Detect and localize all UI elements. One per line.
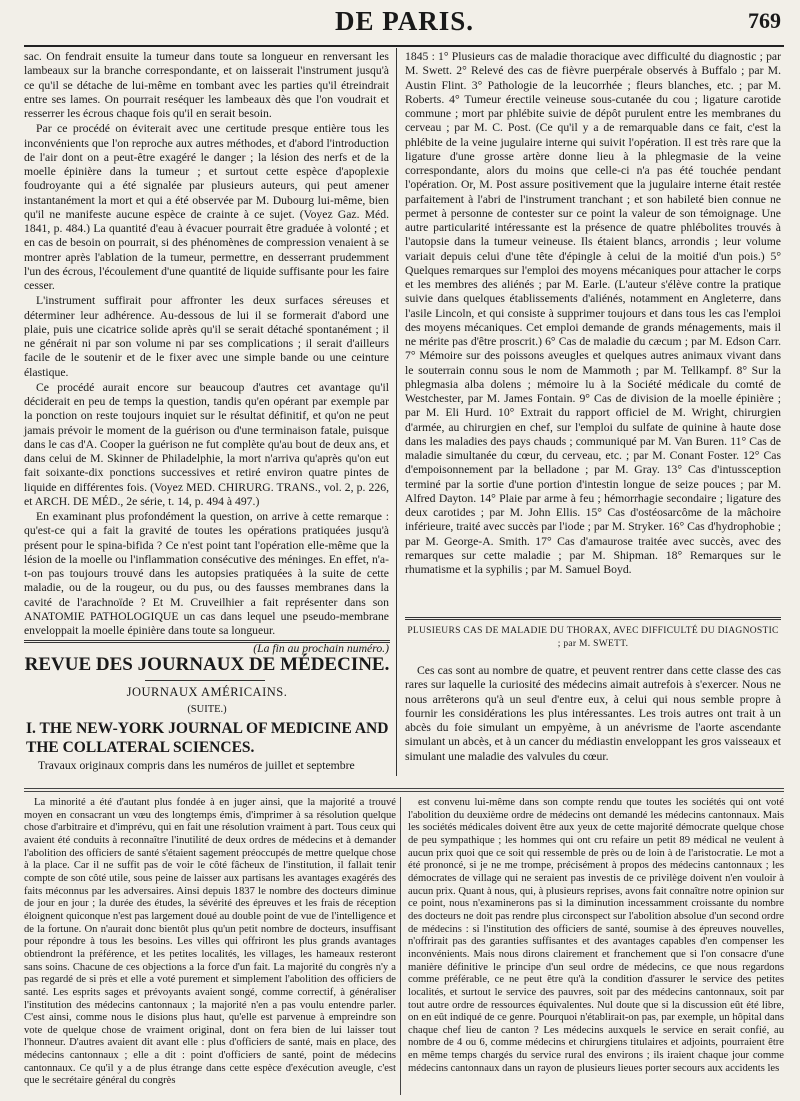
paragraph: 1845 : 1° Plusieurs cas de maladie thoracique avec difficulté du diagnostic ; par M. Swett. 2° Relevé des cas de fièvre puerpérale observés à Buffalo ; par M. Austin Flint. 3° Pathologie de la leucorrhée ; fleurs blanches, etc. ; par M. Roberts. 4° Tumeur érectile veineuse sous-cutanée du cou ; ligature carotide commune ; mort par phlébite suivie de dépôt purulent entre les membranes du cerveau ; par M. C. Post. (Ce qu'il y a de remarquable dans ce fait, c'est la phlébite de la veine jugulaire interne qui suivit l'opération. Il est très rare que la ligature d'une grosse artère donne lieu à la phlegmasie de la veine correspondante, alors du moins que celle-ci n'a pas été touchée pendant l'opération. Or, M. Post assure positivement que la jugulaire interne était restée parfaitement à l'abri de l'instrument tranchant ; et son habileté bien connue ne permet à personne de contester sur ce point la valeur de son témoignage. Une autre particularité intéressante est la présence de quatre phlébolites trouvés à l'autopsie dans la tumeur veineuse. Ils étaient blancs, arrondis ; leur volume variait depuis celui d'une tête d'épingle à celui de la moitié d'un pois.) 5° Quelques remarques sur l'emploi des moyens mécaniques pour attacher le corps et les membres des aliénés ; par M. Earle. (L'auteur s'élève contre la pratique suivie dans quelques établissements d'aliénés, notamment en Angleterre, dans l'asile Lincoln, et qui consiste à supprimer toujours et dans tous les cas l'emploi des moyens mécaniques. Cet emploi demande de grands ménagements, mais il ne mérite pas d'être proscrit.) 6° Cas de maladie du cæcum ; par M. Edson Carr. 7° Mémoire sur des poissons aveugles et quelques autres animaux vivant dans le souterrain connu sous le nom de Mammoth ; par M. Tellkampf. 8° Sur la phlegmasia alba dolens ; mémoire lu à la Société médicale du comté de Westchester, par M. James Fontain. 9° Cas de division de la moelle épinière ; par M. Eli Hurd. 10° Extrait du rapport officiel de M. Wright, chirurgien d'armée, au chirurgien en chef, sur l'emploi du sulfate de quinine à haute dose dans les maladies des pays chauds ; communiqué par M. Van Buren. 11° Cas de maladie simultanée du cœur, du cerveau, etc. ; par M. Conant Foster. 12° Cas d'empoisonnement par la belladone ; par M. Gray. 13° Cas d'intussception terminé par la sortie d'une portion d'intestin longue de seize pouces ; par M. Alfred Dayton. 14° Plaie par arme à feu ; hémorrhagie secondaire ; ligature des deux carotides ; par M. John Ellis. 15° Cas d'ostéosarcôme de la mâchoire inférieure, traité avec succès par l'iode ; par M. Stryker. 16° Cas d'hydrophobie ; par M. George-A. Smith. 17° Cas d'amaurose traitée avec succès, avec des remarques sur cette maladie ; par M. Shipman. 18° Remarques sur le rhumatisme et la syphilis ; par M. Samuel Boyd. [405,50,781,576]
revue-suite: (SUITE.) [187,704,227,715]
paragraph: Ce procédé aurait encore sur beaucoup d'autres cet avantage qu'il déciderait en peu de temps la question, tandis qu'en opérant par exemple par la ponction on reste toujours inquiet sur le résultat définitif, et qu'on ne peut jamais prévoir le moment de la guérison ou d'une terminaison fatale, puisque dans le cas d'A. Cooper la guérison ne fut complète qu'au bout de deux ans, et dans celui de M. Skinner de Philadelphie, la mort n'arriva qu'après qu'on eut fait soixante-dix ponctions successives et retiré environ quatre pintes de liquide en différentes fois. (Voyez MED. CHIRURG. TRANS., vol. 2, p. 226, et ARCH. DE MÉD., 2e série, t. 14, p. 494 à 497.) [24,380,389,508]
footer-rule [24,788,784,789]
right-section-rule [405,617,781,620]
section-body [405,664,781,765]
title-underline [145,680,265,681]
page-title: DE PARIS. [335,6,475,36]
feuilleton-left [24,797,396,1088]
journal-intro: Travaux originaux compris dans les numéros de juillet et septembre [38,759,355,772]
paragraph: La minorité a été d'autant plus fondée à en juger ainsi, que la majorité a trouvé moyen en consacrant un vœu des longtemps émis, d'imprimer à sa résolution quelque chose d'arbitraire et d'imprévu, qui en fait une résolution vraiment à part. Tous ceux qui avaient été conduits à reconnaître l'inutilité de deux ordres de médecins et à demander l'abolition des officiers de santé s'étaient sagement préoccupés de mettre quelque chose à la place. Car il ne suffit pas de voir le côté fâcheux de l'institution, il fallait tenir compte de son côté utile, sous peine de laisser aux partisans les avantages exagérés des faits méconnus par les adversaires. Ainsi depuis 1837 le nombre des docteurs diminue de jour en jour ; la durée des études, la sévérité des épreuves et les frais de réception éloignent quiconque n'est pas largement doué au double point de vue de l'intelligence et de la fortune. On n'aurait donc bientôt plus qu'un petit nombre de docteurs, insuffisant pour répondre à tous les besoins. Les villes qui offriront les plus grands avantages obtiendront la préférence, et les petites localités, les villages, les hameaux resteront sans soins. Chacune de ces objections a la force d'un fait. La majorité du congrès n'y a pas regardé de si près et elle a voté purement et simplement l'abolition des officiers de santé. Les esprits sages et prévoyants avaient songé, comme correctif, à généraliser l'institution des médecins cantonnaux ; la majorité n'en a pas voulu entendre parler. C'est ainsi, comme nous le disions plus haut, qu'elle est parvenue à empreindre son vote de quelque chose de vraiment original, dont on fera bien de lui laisser tout l'honneur. D'autres avaient dit avant elle : plus d'officiers de santé, mais en place, des médecins cantonnaux ; elle a dit : point d'officiers de santé, point de médecins cantonnaux. Ce qu'il y a de plus étrange dans cette espèce d'exécution aveugle, c'est que le secrétaire général du congrès [24,797,396,1087]
paragraph: L'instrument suffirait pour affronter les deux surfaces séreuses et déterminer leur adhérence. Au-dessous de lui il se formerait d'abord une plaie, puis une cicatrice solide après qu'il se serait détaché spontanément ; il ne générait ni par son volume ni par ses complications ; il serait d'ailleurs facile de le soutenir et de le fixer avec une simple bande ou une ceinture élastique. [24,294,389,379]
paragraph: est convenu lui-même dans son compte rendu que toutes les sociétés qui ont voté l'abolition du deuxième ordre de médecins ont demandé les médecins cantonnaux. Mais les sociétés médicales doivent être aux yeux de cette majorité démocrate quelque chose de peu sympathique ; les hommes qui ont cru refaire un petit 89 médical ne veulent à aucun prix quoi que ce soit qui ressemble de près ou de loin à de l'aristocratie. Le mot a été prononcé, si je ne me trompe, précisément à propos des médecins cantonnaux ; les démocrates de village qui ne seraient pas investis de ce privilège doivent n'en vouloir à aucun prix. Quant à nous, qui, à plusieurs reprises, avons fait connaître notre opinion sur ce point, nous n'examinerons pas si la diminution incessamment croissante du nombre des docteurs ne doit pas rendre plus circonspect sur l'abolition absolue d'un second ordre de médecins : si l'institution des officiers de santé, soumise à des épreuves nouvelles, n'offrirait pas des garanties suffisantes et des avantages capables d'en compenser les inconvénients. Mais nous dirons clairement et franchement que si l'on consacre d'une manière définitive le principe d'un seul ordre de médecins, ce que nous regardons comme préférable, ce ne peut être qu'à la condition d'assurer le service des petites localités, et surtout le service des pauvres, soit par des médecins cantonnaux, soit par tout autre ordre de ressources équivalentes. Nul doute que si la discussion eût été libre, on en eût indiqué de ce genre. Pourquoi n'établirait-on pas, par exemple, un hôpital dans chaque chef lieu de canton ? Les médecins auxquels le service en serait confié, au nombre de 4 ou 6, comme médecins et chirurgiens titulaires et adjoints, pourraient être en même temps chargés du service rural des environs ; ils iraient chaque jour comme médecins cantonnaux dans un rayon de plusieurs lieues porter secours aux accidents les [408,797,784,1074]
right-column [405,50,781,578]
feuilleton-right [408,797,784,1075]
paragraph: Ces cas sont au nombre de quatre, et peuvent rentrer dans cette classe des cas rares sur laquelle la curiosité des médecins aimait autrefois à s'exercer. Nous ne nous arrêterons qu'à un seul d'entre eux, à celui qui nous semble propre à fournir les considérations les plus intéressantes. Les trois autres ont trait à un abcès du foie simulant un empyème, à un anévrisme de l'aorte ascendante simulant un abcès, et à un cancer du médiastin enveloppant les gros vaisseaux et simulant une maladie des valvules du cœur. [405,664,781,763]
revue-title: REVUE DES JOURNAUX DE MÉDECINE. [24,654,390,675]
revue-subtitle: JOURNAUX AMÉRICAINS. [126,685,288,699]
left-column [24,50,389,658]
continuation-note: (La fin au prochain numéro.) [253,642,389,656]
paragraph: En examinant plus profondément la question, on arrive à cette remarque : qu'est-ce qui a fait la gravité de toutes les opérations pratiquées jusqu'à présent pour le spina-bifida ? Ce n'est point tant l'opération elle-même que la lésion de la moelle ou l'inflammation consécutive des méninges. En effet, n'a-t-on pas toujours trouvé dans les autopsies pratiquées à la suite de cette maladie, ou de la rougeur, ou du pus, ou des fausses membranes dans la cavité de l'arachnoïde ? Et M. Cruveilhier a fait représenter dans son ANATOMIE PATHOLOGIQUE un cas dans lequel une pseudo-membrane enveloppait la moelle épinière dans toute sa longueur. [24,510,389,637]
paragraph: Par ce procédé on éviterait avec une certitude presque entière tous les inconvénients que l'on reproche aux autres méthodes, et d'abord l'introduction de l'air dont on a peut-être exagéré le danger ; la lésion des nerfs et de la moelle épinière dans la tumeur ; et surtout cette espèce d'apoplexie foudroyante qui a été signalée par plusieurs auteurs, qui peut amener instantanément la mort et qui a été observée par M. Dubourg lui-même, bien qu'il ne manifeste aucune espèce de crainte à ce sujet. (Voyez Gaz. Méd. 1841, p. 484.) La quantité d'eau à évacuer pourrait être graduée à volonté ; et en cas de besoin on pourrait, si des phénomènes de compression venaient à se montrer après l'ablation de la tumeur, permettre, en desserrant prudemment l'un des écrous, l'écoulement d'une quantité de liquide suffisante pour les faire cesser. [24,122,389,292]
paragraph: sac. On fendrait ensuite la tumeur dans toute sa longueur en renversant les lambeaux sur la branche correspondante, et on laisserait l'instrument jusqu'à ce qu'il se détache de lui-même en tombant avec les parties qu'il étreindrait entre ses lames. On pourrait reséquer les lambeaux dès que l'on voudrait et resserrer les écrous chaque fois qu'il en serait besoin. [24,50,389,120]
section-heading: PLUSIEURS CAS DE MALADIE DU THORAX, AVEC DIFFICULTÉ DU DIAGNOSTIC ; par M. SWETT. [407,626,779,649]
page-number: 769 [748,8,781,33]
footer-rule-inner [24,791,784,792]
journal-heading: I. THE NEW-YORK JOURNAL OF MEDICINE AND THE COLLATERAL SCIENCES. [26,720,389,756]
column-divider [396,48,397,776]
section-rule [24,640,390,643]
header-rule [24,45,784,47]
footer-column-divider [400,797,401,1095]
